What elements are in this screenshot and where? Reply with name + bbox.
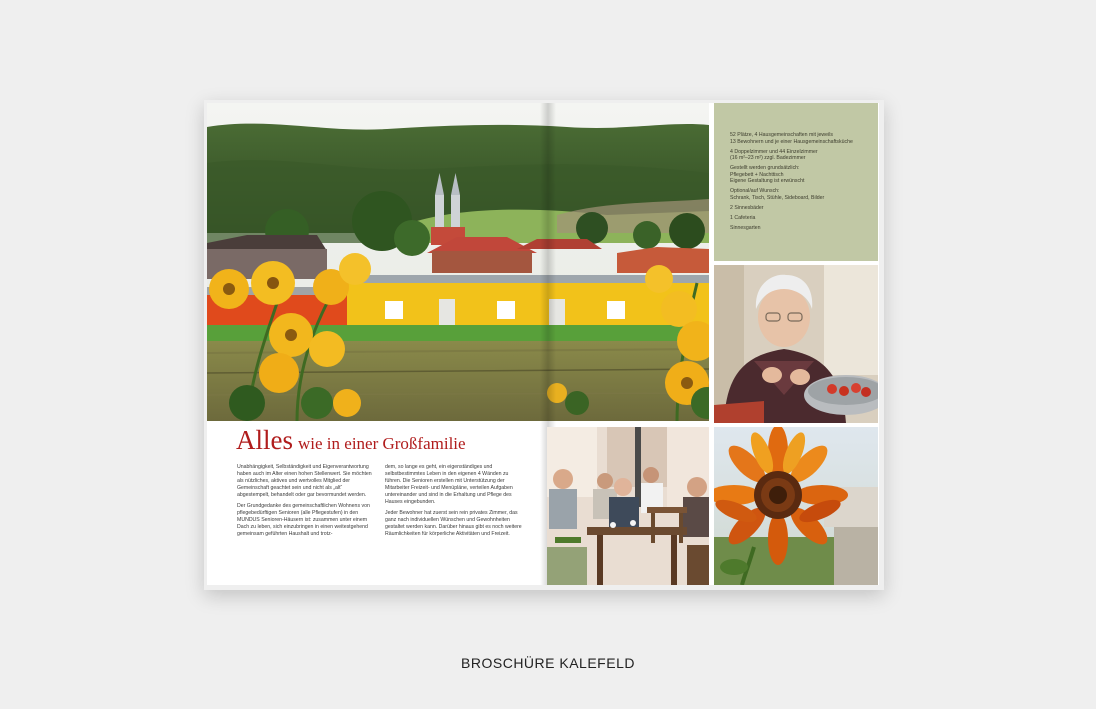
panel-line-12: Sinnesgarten	[730, 225, 761, 232]
panel-line-7: Eigene Gestaltung ist erwünscht	[730, 178, 805, 185]
headline-small: wie in einer Großfamilie	[298, 434, 466, 453]
panel-line-8: Optional/auf Wunsch:	[730, 188, 780, 195]
panel-line-3: 4 Doppelzimmer und 44 Einzelzimmer	[730, 148, 818, 155]
info-panel-text	[730, 132, 870, 235]
panel-line-10: 2 Sinnesbäder	[730, 204, 764, 211]
panel-line-5: Gestellt werden grundsätzlich:	[730, 165, 800, 172]
photo-cafe-group	[547, 427, 709, 585]
panel-line-11: 1 Cafeteria	[730, 214, 756, 221]
body-column-2	[385, 464, 525, 542]
column1-paragraph-1: Unabhängigkeit, Selbständigkeit und Eigenverantwortung haben auch im Alter einen hohen Stellenwert. Sie möchten als nützliches, aktives und wertvolles Mitglied der Gemeinschaft geachtet sein und nicht als „alt“ abgestempelt, behandelt oder gar bevormundet werden.	[237, 464, 372, 498]
column2-paragraph-1: dem, so lange es geht, ein eigenständiges und selbstbestimmtes Leben in den eigenen 4 Wänden zu führen. Die Senioren erstellen mit Unterstützung der Mitarbeiter Freizeit- und Menüpläne, verteilen Aufgaben untereinander und sind in die Erhaltung und Pflege des Hauses eingebunden.	[385, 464, 513, 505]
brochure-caption: BROSCHÜRE KALEFELD	[461, 655, 635, 671]
column2-paragraph-2: Jeder Bewohner hat zuerst sein rein privates Zimmer, das ganz nach individuellen Wünschen und Gewohnheiten gestaltet werden kann. Darüber hinaus gibt es noch weitere Räumlichkeiten für körperliche Aktivitäten und Freizeit.	[385, 510, 522, 537]
panel-line-1: 52 Plätze, 4 Hausgemeinschaften mit jeweils	[730, 132, 833, 138]
panel-line-4: (16 m²–23 m²) zzgl. Badezimmer	[730, 155, 806, 162]
panel-line-9: Schrank, Tisch, Stühle, Sideboard, Bilder	[730, 194, 825, 201]
landscape-photo	[207, 103, 709, 421]
column1-paragraph-2: Der Grundgedanke des gemeinschaftlichen Wohnens von pflegebedürftigen Senioren (alle Pflegestufen) in den MUNDUS Senioren-Häusern ist: zusammen unter einem Dach zu leben, sich einzubringen in einen weitestgehend gemeinsam geführten Haushalt und trotz-	[237, 503, 370, 537]
body-column-1	[237, 464, 373, 542]
panel-line-2: 13 Bewohnern und je einer Hausgemeinschaftsküche	[730, 138, 853, 145]
panel-line-6: Pflegebett + Nachttisch	[730, 171, 784, 178]
photo-elderly-woman	[714, 265, 878, 423]
brochure-headline	[236, 425, 536, 461]
photo-sunflower	[714, 427, 878, 585]
headline-big: Alles	[236, 425, 293, 455]
